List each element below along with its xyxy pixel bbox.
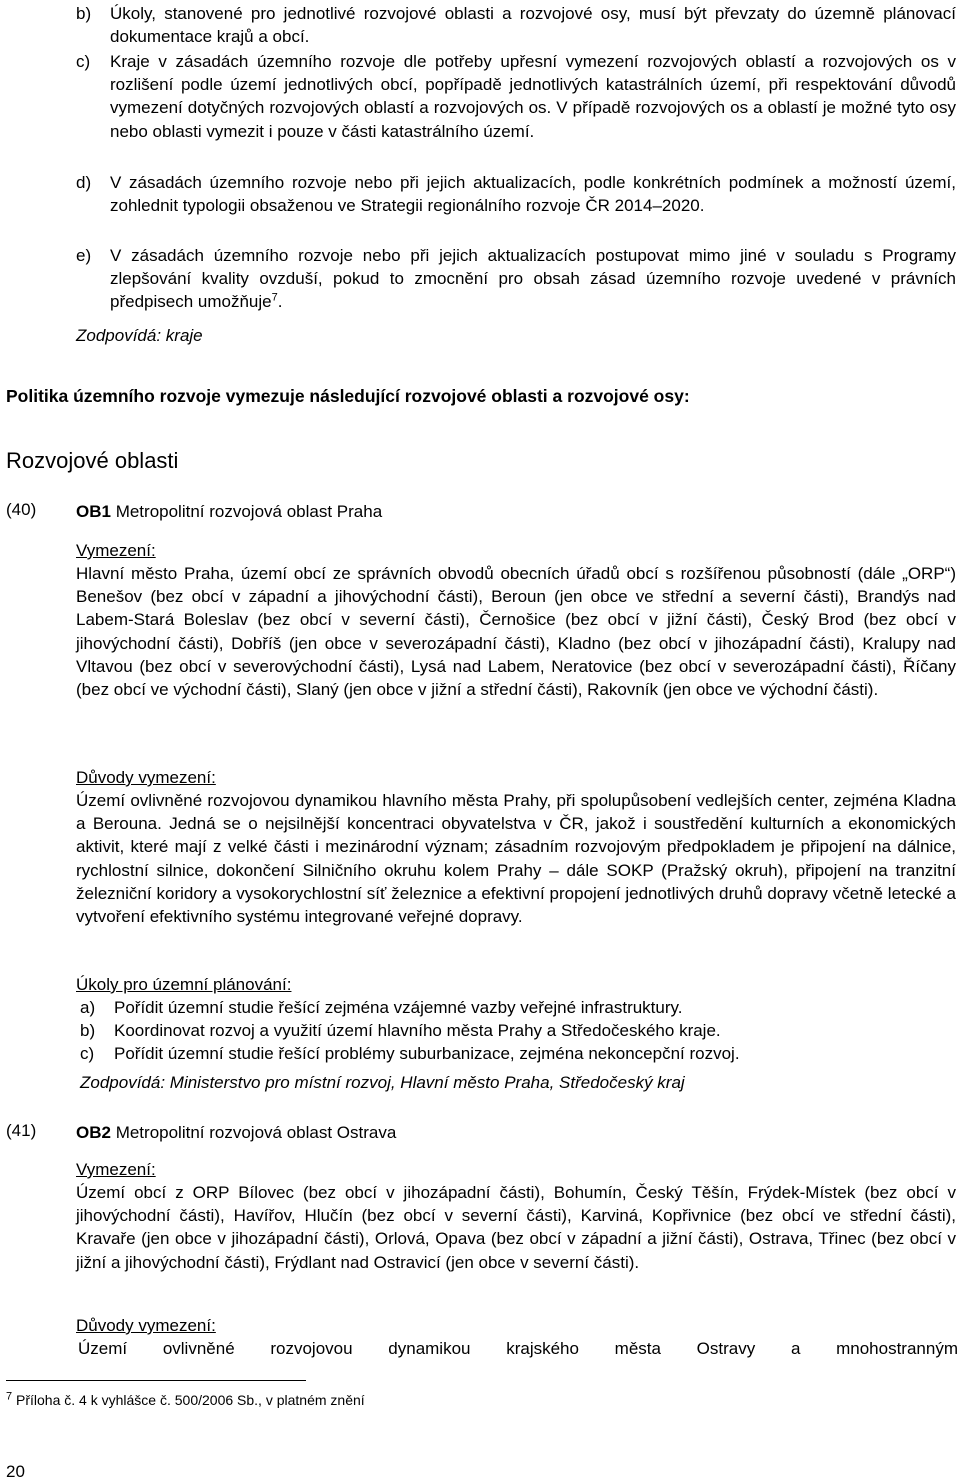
intro-item-e (76, 244, 956, 314)
reasons-text: Území ovlivněné rozvojovou dynamikou krajského města Ostravy a mnohostranným (78, 1339, 958, 1358)
item-marker: e) (76, 246, 92, 265)
area-name: Metropolitní rozvojová oblast Ostrava (110, 1123, 397, 1142)
definition-text: Území obcí z ORP Bílovec (bez obcí v jihozápadní části), Bohumín, Český Těšín, Frýdek-Místek (bez obcí v jihovýchodní části), Havířov, Hlučín (bez obcí v severní části), Karviná, Kopřivnice (bez obcí ve střední části), Kravaře (jen obce v jihozápadní části), Orlová, Opava (bez obcí v západní a jižní části), Ostrava, Třinec (bez obcí v jižní a jihovýchodní části), Frýdlant nad Ostravicí (jen obce v severní části). (76, 1183, 956, 1272)
area-name: Metropolitní rozvojová oblast Praha (110, 502, 383, 521)
area-code: OB1 (76, 502, 111, 521)
policy-heading: Politika územního rozvoje vymezuje následující rozvojové oblasti a rozvojové osy: (6, 386, 690, 406)
definition-text: Hlavní město Praha, území obcí ze správních obvodů obecních úřadů obcí s rozšířenou působností (dále „ORP“) Benešov (bez obcí v západní a jihovýchodní části), Beroun (jen obce ve střední a severní části), Brandýs nad Labem-Stará Boleslav (bez obcí v severní části), Černošice (bez obcí v jižní části), Český Brod (bez obcí v jihovýchodní části), Dobříš (jen obce v severozápadní části), Kladno (bez obcí v jihozápadní části), Kralupy nad Vltavou (bez obcí v severovýchodní části), Lysá nad Labem, Neratovice (bez obcí v severozápadní části), Říčany (bez obcí ve východní části), Slaný (jen obce v jižní a střední části), Rakovník (jen obce ve východní části). (76, 564, 956, 700)
area-responsible: Zodpovídá: Ministerstvo pro místní rozvoj, Hlavní město Praha, Středočeský kraj (80, 1073, 685, 1092)
intro-responsible: Zodpovídá: kraje (76, 326, 203, 345)
item-text: Pořídit územní studie řešící zejména vzájemné vazby veřejné infrastruktury. (114, 998, 683, 1017)
paragraph-number: (40) (6, 500, 37, 519)
item-text: V zásadách územního rozvoje nebo při jejich aktualizacích postupovat mimo jiné v souladu s Programy zlepšování kvality ovzduší, pokud to zmocnění pro obsah zásad územního rozvoje uvedené v právních předpisech umožňuje$^7$. (110, 246, 956, 312)
task-list (76, 996, 956, 1066)
tasks-label: Úkoly pro územní plánování: (76, 975, 292, 994)
intro-item-c (76, 50, 956, 143)
item-text: Pořídit územní studie řešící problémy suburbanizace, zejména nekoncepční rozvoj. (114, 1044, 740, 1064)
footnote-separator (6, 1380, 306, 1381)
item-marker: b) (76, 4, 92, 23)
section-title: Rozvojové oblasti (6, 448, 179, 473)
list-item (76, 996, 956, 1019)
item-marker: d) (76, 173, 92, 192)
paragraph-number: (41) (6, 1121, 37, 1140)
definition-label: Vymezení: (76, 541, 156, 560)
reasons-text: Území ovlivněné rozvojovou dynamikou hlavního města Prahy, při spolupůsobení vedlejších center, zejména Kladna a Berouna. Jedná se o nejsilnější koncentraci obyvatelstva v ČR, jakož i soustředění kulturních a ekonomických aktivit, které mají z velké části i mezinárodní význam; zásadním rozvojovým předpokladem je připojení na dálnice, rychlostní silnice, dokončení Silničního okruhu kolem Prahy – dále SOKP (Pražský okruh), připojení na tranzitní železniční koridory a vysokorychlostní síť železnice a efektivní propojení jednotlivých druhů dopravy včetně letecké a vytvoření efektivního systému integrované veřejné dopravy. (76, 791, 956, 927)
area-code: OB2 (76, 1123, 111, 1142)
item-marker: c) (80, 1044, 95, 1064)
item-marker: a) (80, 998, 96, 1017)
definition-label: Vymezení: (76, 1160, 156, 1179)
item-text: Úkoly, stanovené pro jednotlivé rozvojové oblasti a rozvojové osy, musí být převzaty do územně plánovací dokumentace krajů a obcí. (110, 4, 956, 47)
reasons-label: Důvody vymezení: (76, 1316, 216, 1335)
reasons-label: Důvody vymezení: (76, 768, 216, 787)
item-text: Koordinovat rozvoj a využití území hlavního města Prahy a Středočeského kraje. (114, 1021, 721, 1041)
page-number: 20 (6, 1462, 25, 1481)
area-title (76, 1121, 956, 1144)
item-text: Kraje v zásadách územního rozvoje dle potřeby upřesní vymezení rozvojových oblastí a rozvojových os v rozlišení podle území jednotlivých obcí, popřípadě jednotlivých katastrálních území, při respektování důvodů vymezení dotyčných rozvojových oblastí a rozvojových os. V případě rozvojových os a oblastí je možné tyto osy nebo oblasti vymezit i pouze v části katastrálního území. (110, 52, 956, 141)
item-text: V zásadách územního rozvoje nebo při jejich aktualizacích, podle konkrétních podmínek a možností území, zohlednit typologii obsaženou ve Strategii regionálního rozvoje ČR 2014–2020. (110, 173, 956, 216)
footnote-text: Příloha č. 4 k vyhlášce č. 500/2006 Sb., v platném znění (16, 1392, 365, 1408)
intro-item-d (76, 171, 956, 217)
list-item (76, 1042, 956, 1065)
area-title (76, 500, 956, 523)
list-item (76, 1019, 956, 1042)
item-marker: c) (76, 52, 91, 71)
footnote (6, 1392, 365, 1408)
footnote-reference[interactable]: 7 (271, 291, 278, 304)
intro-item-b (76, 2, 956, 48)
item-marker: b) (80, 1021, 96, 1041)
footnote-number: 7 (6, 1390, 13, 1403)
